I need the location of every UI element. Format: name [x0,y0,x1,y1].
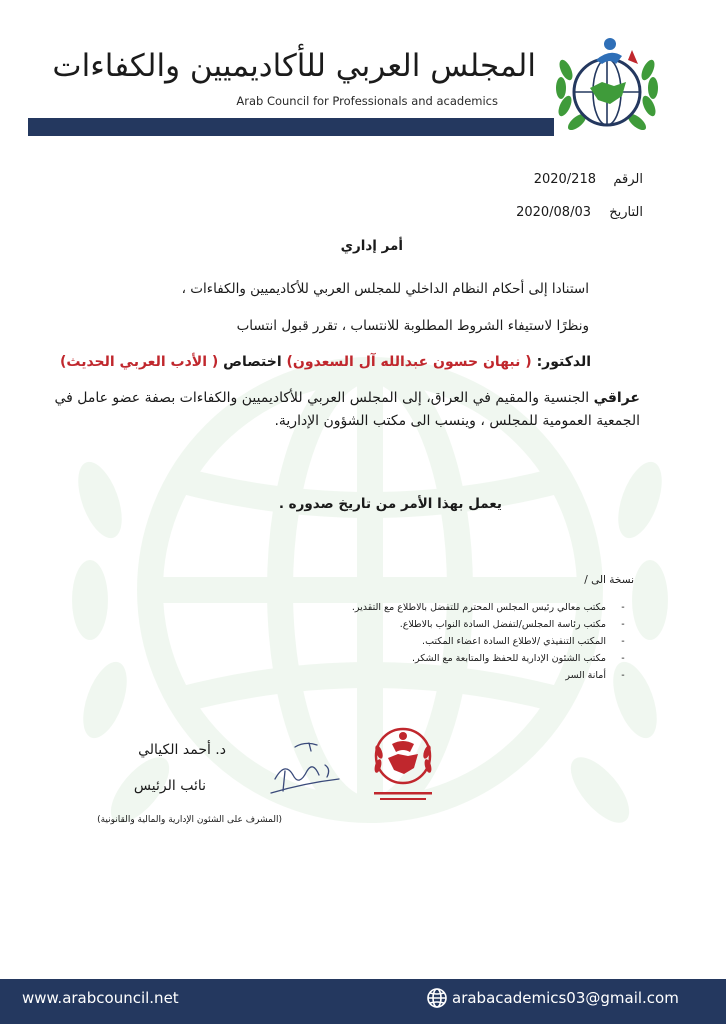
cc-item-text: المكتب التنفيذي /لاطلاع السادة اعضاء المكتب. [422,636,606,647]
specialty-label: اختصاص [223,354,282,370]
cc-dash: - [621,619,625,630]
doctor-label: الدكتور: [536,354,591,370]
org-name-arabic: المجلس العربي للأكاديميين والكفاءات [52,48,536,84]
org-name-english: Arab Council for Professionals and academics [236,94,498,108]
cc-item-text: مكتب الشئون الإدارية للحفظ والمتابعة مع الشكر. [411,653,606,664]
cc-item [352,633,640,650]
cc-dash: - [621,636,625,647]
doctor-name: ( نبهان حسون عبدالله آل السعدون) [286,354,532,370]
specialty-value: ( الأدب العربي الحديث) [59,354,219,370]
membership-paragraph [30,387,640,433]
ref-label: الرقم [613,172,643,187]
handwritten-signature [265,735,345,805]
cc-item [352,650,640,667]
council-seal [366,722,440,810]
date-value: 2020/08/03 [516,205,591,220]
header-bar [28,118,554,136]
ref-value: 2020/218 [533,172,596,187]
signer-name: د. أحمد الكيالي [138,742,226,758]
email-link[interactable]: arabacademics03@gmail.com [452,989,679,1007]
globe-icon [426,987,448,1009]
cc-item-text: مكتب رئاسة المجلس/لتفضل السادة النواب بالاطلاع. [399,619,606,630]
body-line-2: ونظرًا لاستيفاء الشروط المطلوبة للانتساب ، تقرر قبول انتساب [236,318,589,334]
website-link[interactable]: www.arabcouncil.net [22,989,179,1007]
cc-title: نسخة الى / [584,574,634,586]
cc-dash: - [621,602,625,613]
effective-statement: يعمل بهذا الأمر من تاريخ صدوره . [278,496,502,512]
nationality-word: عراقي [593,390,640,406]
date-label: التاريخ [609,205,643,220]
body-line-1: استنادا إلى أحكام النظام الداخلي للمجلس العربي للأكاديميين والكفاءات ، [181,281,589,297]
cc-dash: - [621,670,625,681]
doctor-line [60,354,591,370]
cc-item-text: مكتب معالي رئيس المجلس المحترم للتفضل بالاطلاع مع التقدير. [351,602,606,613]
paragraph-text: الجنسية والمقيم في العراق، إلى المجلس العربي للأكاديميين والكفاءات بصفة عضو عامل في الجمعية العمومية للمجلس ، وينسب الى مكتب الشؤون الإدارية. [54,390,640,429]
cc-item-text: أمانة السر [565,670,606,681]
signer-note: (المشرف على الشئون الإدارية والمالية والقانونية) [97,815,282,825]
cc-item [352,667,640,684]
cc-dash: - [621,653,625,664]
council-logo [552,30,662,140]
cc-item [352,599,640,616]
order-title: أمر إداري [340,238,403,254]
signer-title: نائب الرئيس [133,778,206,794]
cc-list [352,599,640,684]
cc-item [352,616,640,633]
